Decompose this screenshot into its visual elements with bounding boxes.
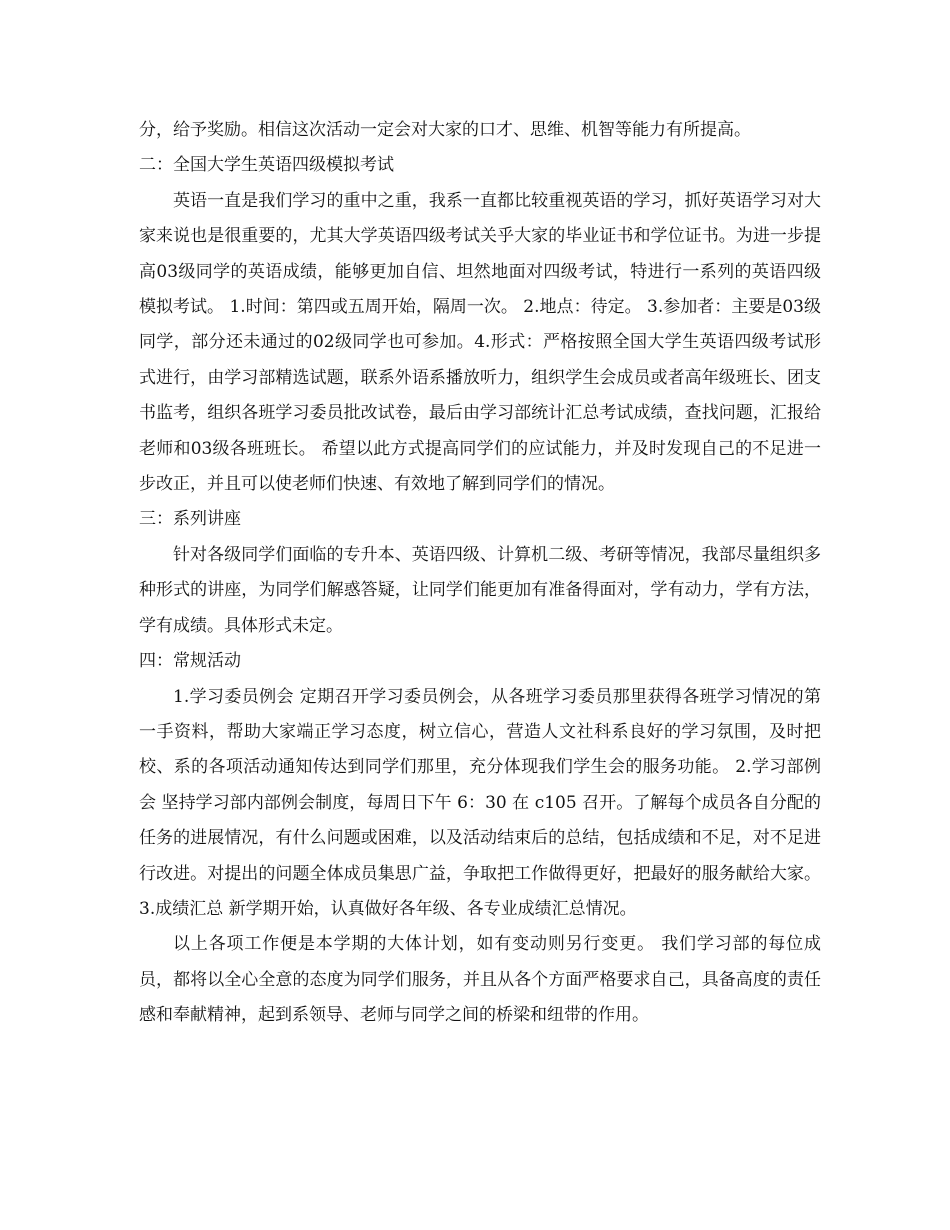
document-body xyxy=(139,113,821,1034)
paragraph-lecture-series: 针对各级同学们面临的专升本、英语四级、计算机二级、考研等情况，我部尽量组织多种形式的讲座，为同学们解惑答疑，让同学们能更加有准备得面对，学有动力，学有方法，学有成绩。具体形式未定。 xyxy=(139,544,821,636)
paragraph-regular-activities: 1.学习委员例会 定期召开学习委员例会，从各班学习委员那里获得各班学习情况的第一手资料，帮助大家端正学习态度，树立信心，营造人文社科系良好的学习氛围，及时把校、系的各项活动通知传达到同学们那里，充分体现我们学生会的服务功能。 2.学习部例会 坚持学习部内部例会制度，每周日下午 6：30 在 c105 召开。了解每个成员各自分配的任务的进展情况，有什么问题或困难，以及活动结束后的总结，包括成绩和不足，对不足进行改进。对提出的问题全体成员集思广益，争取把工作做得更好，把最好的服务献给大家。 3.成绩汇总 新学期开始，认真做好各年级、各专业成绩汇总情况。 xyxy=(139,686,821,919)
section-heading-regular-activities: 四：常规活动 xyxy=(139,651,241,672)
paragraph-conclusion: 以上各项工作便是本学期的大体计划，如有变动则另行变更。 我们学习部的每位成员，都将以全心全意的态度为同学们服务，并且从各个方面严格要求自己，具备高度的责任感和奉献精神，起到系领导、老师与同学之间的桥梁和纽带的作用。 xyxy=(139,934,821,1026)
section-heading-cet4-mock-exam: 二：全国大学生英语四级模拟考试 xyxy=(139,155,394,176)
paragraph-award-continuation: 分，给予奖励。相信这次活动一定会对大家的口才、思维、机智等能力有所提高。 xyxy=(139,120,751,140)
paragraph-cet4-mock-exam: 英语一直是我们学习的重中之重，我系一直都比较重视英语的学习，抓好英语学习对大家来说也是很重要的，尤其大学英语四级考试关乎大家的毕业证书和学位证书。为进一步提高03级同学的英语成绩，能够更加自信、坦然地面对四级考试，特进行一系列的英语四级模拟考试。 1.时间：第四或五周开始，隔周一次。 2.地点：待定。 3.参加者：主要是03级同学，部分还未通过的02级同学也可参加。4.形式：严格按照全国大学生英语四级考试形式进行，由学习部精选试题，联系外语系播放听力，组织学生会成员或者高年级班长、团支书监考，组织各班学习委员批改试卷，最后由学习部统计汇总考试成绩，查找问题，汇报给老师和03级各班班长。 希望以此方式提高同学们的应试能力，并及时发现自己的不足进一步改正，并且可以使老师们快速、有效地了解到同学们的情况。 xyxy=(139,190,821,495)
section-heading-lecture-series: 三：系列讲座 xyxy=(139,509,241,530)
